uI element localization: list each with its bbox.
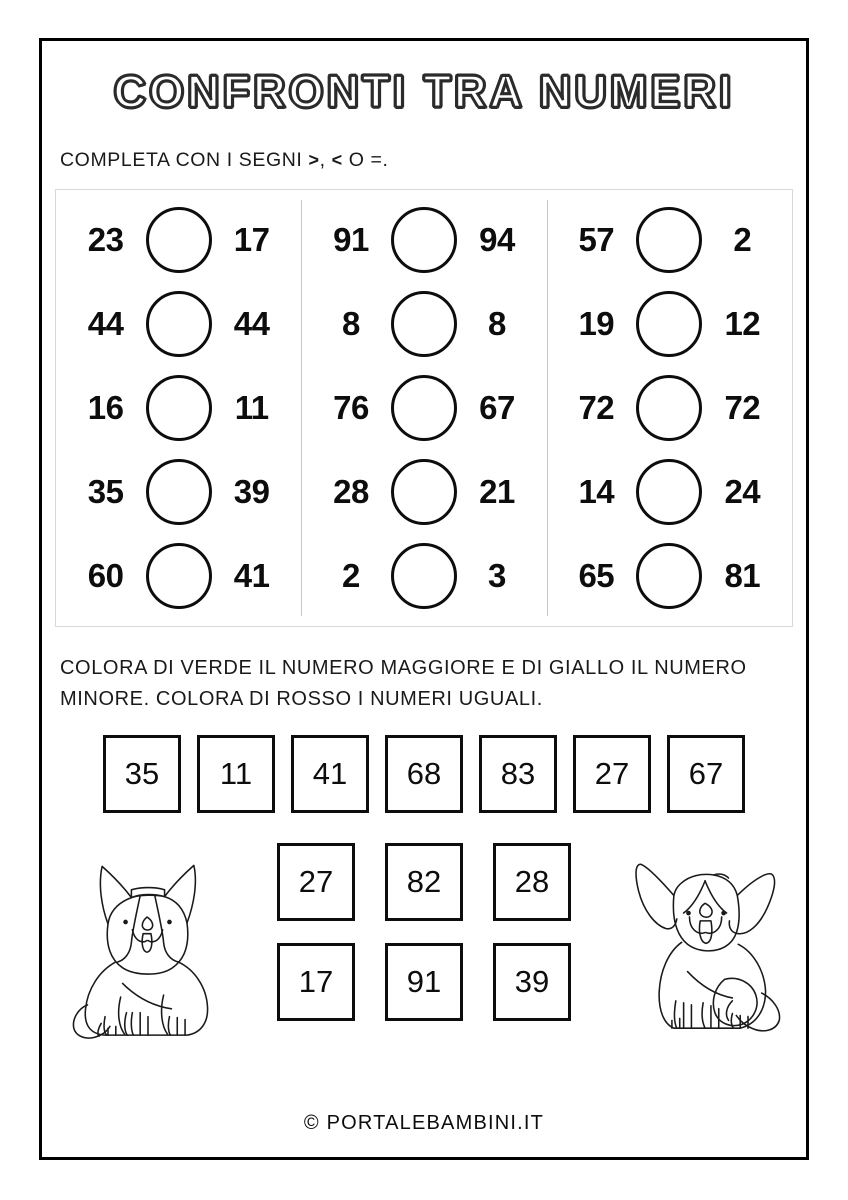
- instruction-coloring: COLORA DI VERDE IL NUMERO MAGGIORE E DI GIALLO IL NUMERO MINORE. COLORA DI ROSSO I NUMERI UGUALI.: [60, 656, 747, 710]
- right-number: 41: [233, 556, 270, 594]
- answer-circle[interactable]: [636, 375, 702, 441]
- worksheet-page: [39, 38, 809, 1160]
- answer-circle[interactable]: [146, 375, 212, 441]
- comparison-row: [56, 285, 301, 363]
- right-number: 8: [488, 304, 506, 342]
- left-number: 57: [578, 220, 615, 258]
- right-number: 17: [233, 220, 270, 258]
- number-box[interactable]: 11: [197, 735, 275, 813]
- left-number: 91: [333, 220, 369, 258]
- left-number: 23: [87, 220, 124, 258]
- coloring-section: [42, 735, 806, 1065]
- number-box[interactable]: 68: [385, 735, 463, 813]
- right-number: 12: [724, 304, 761, 342]
- right-number: 44: [233, 304, 270, 342]
- comparison-row: [301, 285, 546, 363]
- comparison-grid: [55, 189, 793, 627]
- number-box[interactable]: 91: [385, 943, 463, 1021]
- left-number: 60: [87, 556, 124, 594]
- number-box[interactable]: 35: [103, 735, 181, 813]
- number-box[interactable]: 41: [291, 735, 369, 813]
- answer-circle[interactable]: [391, 543, 457, 609]
- right-number: 94: [479, 220, 515, 258]
- answer-circle[interactable]: [146, 459, 212, 525]
- right-number: 24: [724, 472, 761, 510]
- answer-circle[interactable]: [636, 543, 702, 609]
- right-number: 11: [234, 388, 269, 426]
- answer-circle[interactable]: [391, 459, 457, 525]
- answer-circle[interactable]: [146, 543, 212, 609]
- right-number: 81: [724, 556, 761, 594]
- comparison-row: [547, 201, 792, 279]
- comparison-row: [547, 285, 792, 363]
- answer-circle[interactable]: [636, 459, 702, 525]
- answer-circle[interactable]: [636, 291, 702, 357]
- page-title: CONFRONTI TRA NUMERI: [113, 66, 735, 117]
- number-box[interactable]: 27: [573, 735, 651, 813]
- footer-copyright: © PORTALEBAMBINI.IT: [303, 1112, 545, 1134]
- comparison-row: [301, 369, 546, 447]
- number-box[interactable]: 39: [493, 943, 571, 1021]
- answer-circle[interactable]: [391, 207, 457, 273]
- answer-circle[interactable]: [146, 207, 212, 273]
- instruction-signs-prefix: COMPLETA CON I SEGNI: [60, 148, 309, 171]
- number-box[interactable]: 17: [277, 943, 355, 1021]
- right-number: 2: [733, 220, 752, 258]
- comparison-row: [547, 453, 792, 531]
- greater-than-sign: >: [308, 149, 320, 170]
- number-box[interactable]: 28: [493, 843, 571, 921]
- right-number: 67: [479, 388, 515, 426]
- number-box[interactable]: 27: [277, 843, 355, 921]
- left-number: 2: [342, 556, 360, 594]
- less-than-sign: <: [331, 149, 343, 170]
- right-number: 72: [724, 388, 761, 426]
- number-box-row-top: [42, 735, 806, 813]
- floppy-eared-dog-icon: [621, 835, 796, 1035]
- comparison-row: [56, 201, 301, 279]
- left-number: 16: [87, 388, 124, 426]
- answer-circle[interactable]: [636, 207, 702, 273]
- comparison-column-1: [56, 190, 301, 626]
- comparison-row: [547, 369, 792, 447]
- right-number: 39: [233, 472, 270, 510]
- comparison-row: [301, 453, 546, 531]
- comparison-row: [56, 453, 301, 531]
- left-number: 19: [578, 304, 615, 342]
- right-number: 21: [479, 472, 515, 510]
- left-number: 65: [578, 556, 615, 594]
- left-number: 28: [333, 472, 369, 510]
- instruction-signs: [42, 149, 806, 172]
- number-box[interactable]: 83: [479, 735, 557, 813]
- left-number: 8: [342, 304, 360, 342]
- instruction-signs-mid: ,: [319, 148, 332, 171]
- answer-circle[interactable]: [391, 375, 457, 441]
- left-number: 76: [333, 388, 369, 426]
- comparison-row: [56, 537, 301, 615]
- left-number: 44: [87, 304, 124, 342]
- comparison-row: [301, 201, 546, 279]
- left-number: 35: [87, 472, 124, 510]
- comparison-row: [301, 537, 546, 615]
- number-box[interactable]: 67: [667, 735, 745, 813]
- answer-circle[interactable]: [391, 291, 457, 357]
- comparison-row: [547, 537, 792, 615]
- comparison-column-3: [547, 190, 792, 626]
- right-number: 3: [488, 556, 506, 594]
- answer-circle[interactable]: [146, 291, 212, 357]
- number-box[interactable]: 82: [385, 843, 463, 921]
- corgi-dog-icon: [60, 841, 235, 1041]
- instruction-signs-suffix: O =.: [342, 148, 389, 171]
- left-number: 72: [578, 388, 615, 426]
- comparison-column-2: [301, 190, 546, 626]
- left-number: 14: [578, 472, 615, 510]
- comparison-row: [56, 369, 301, 447]
